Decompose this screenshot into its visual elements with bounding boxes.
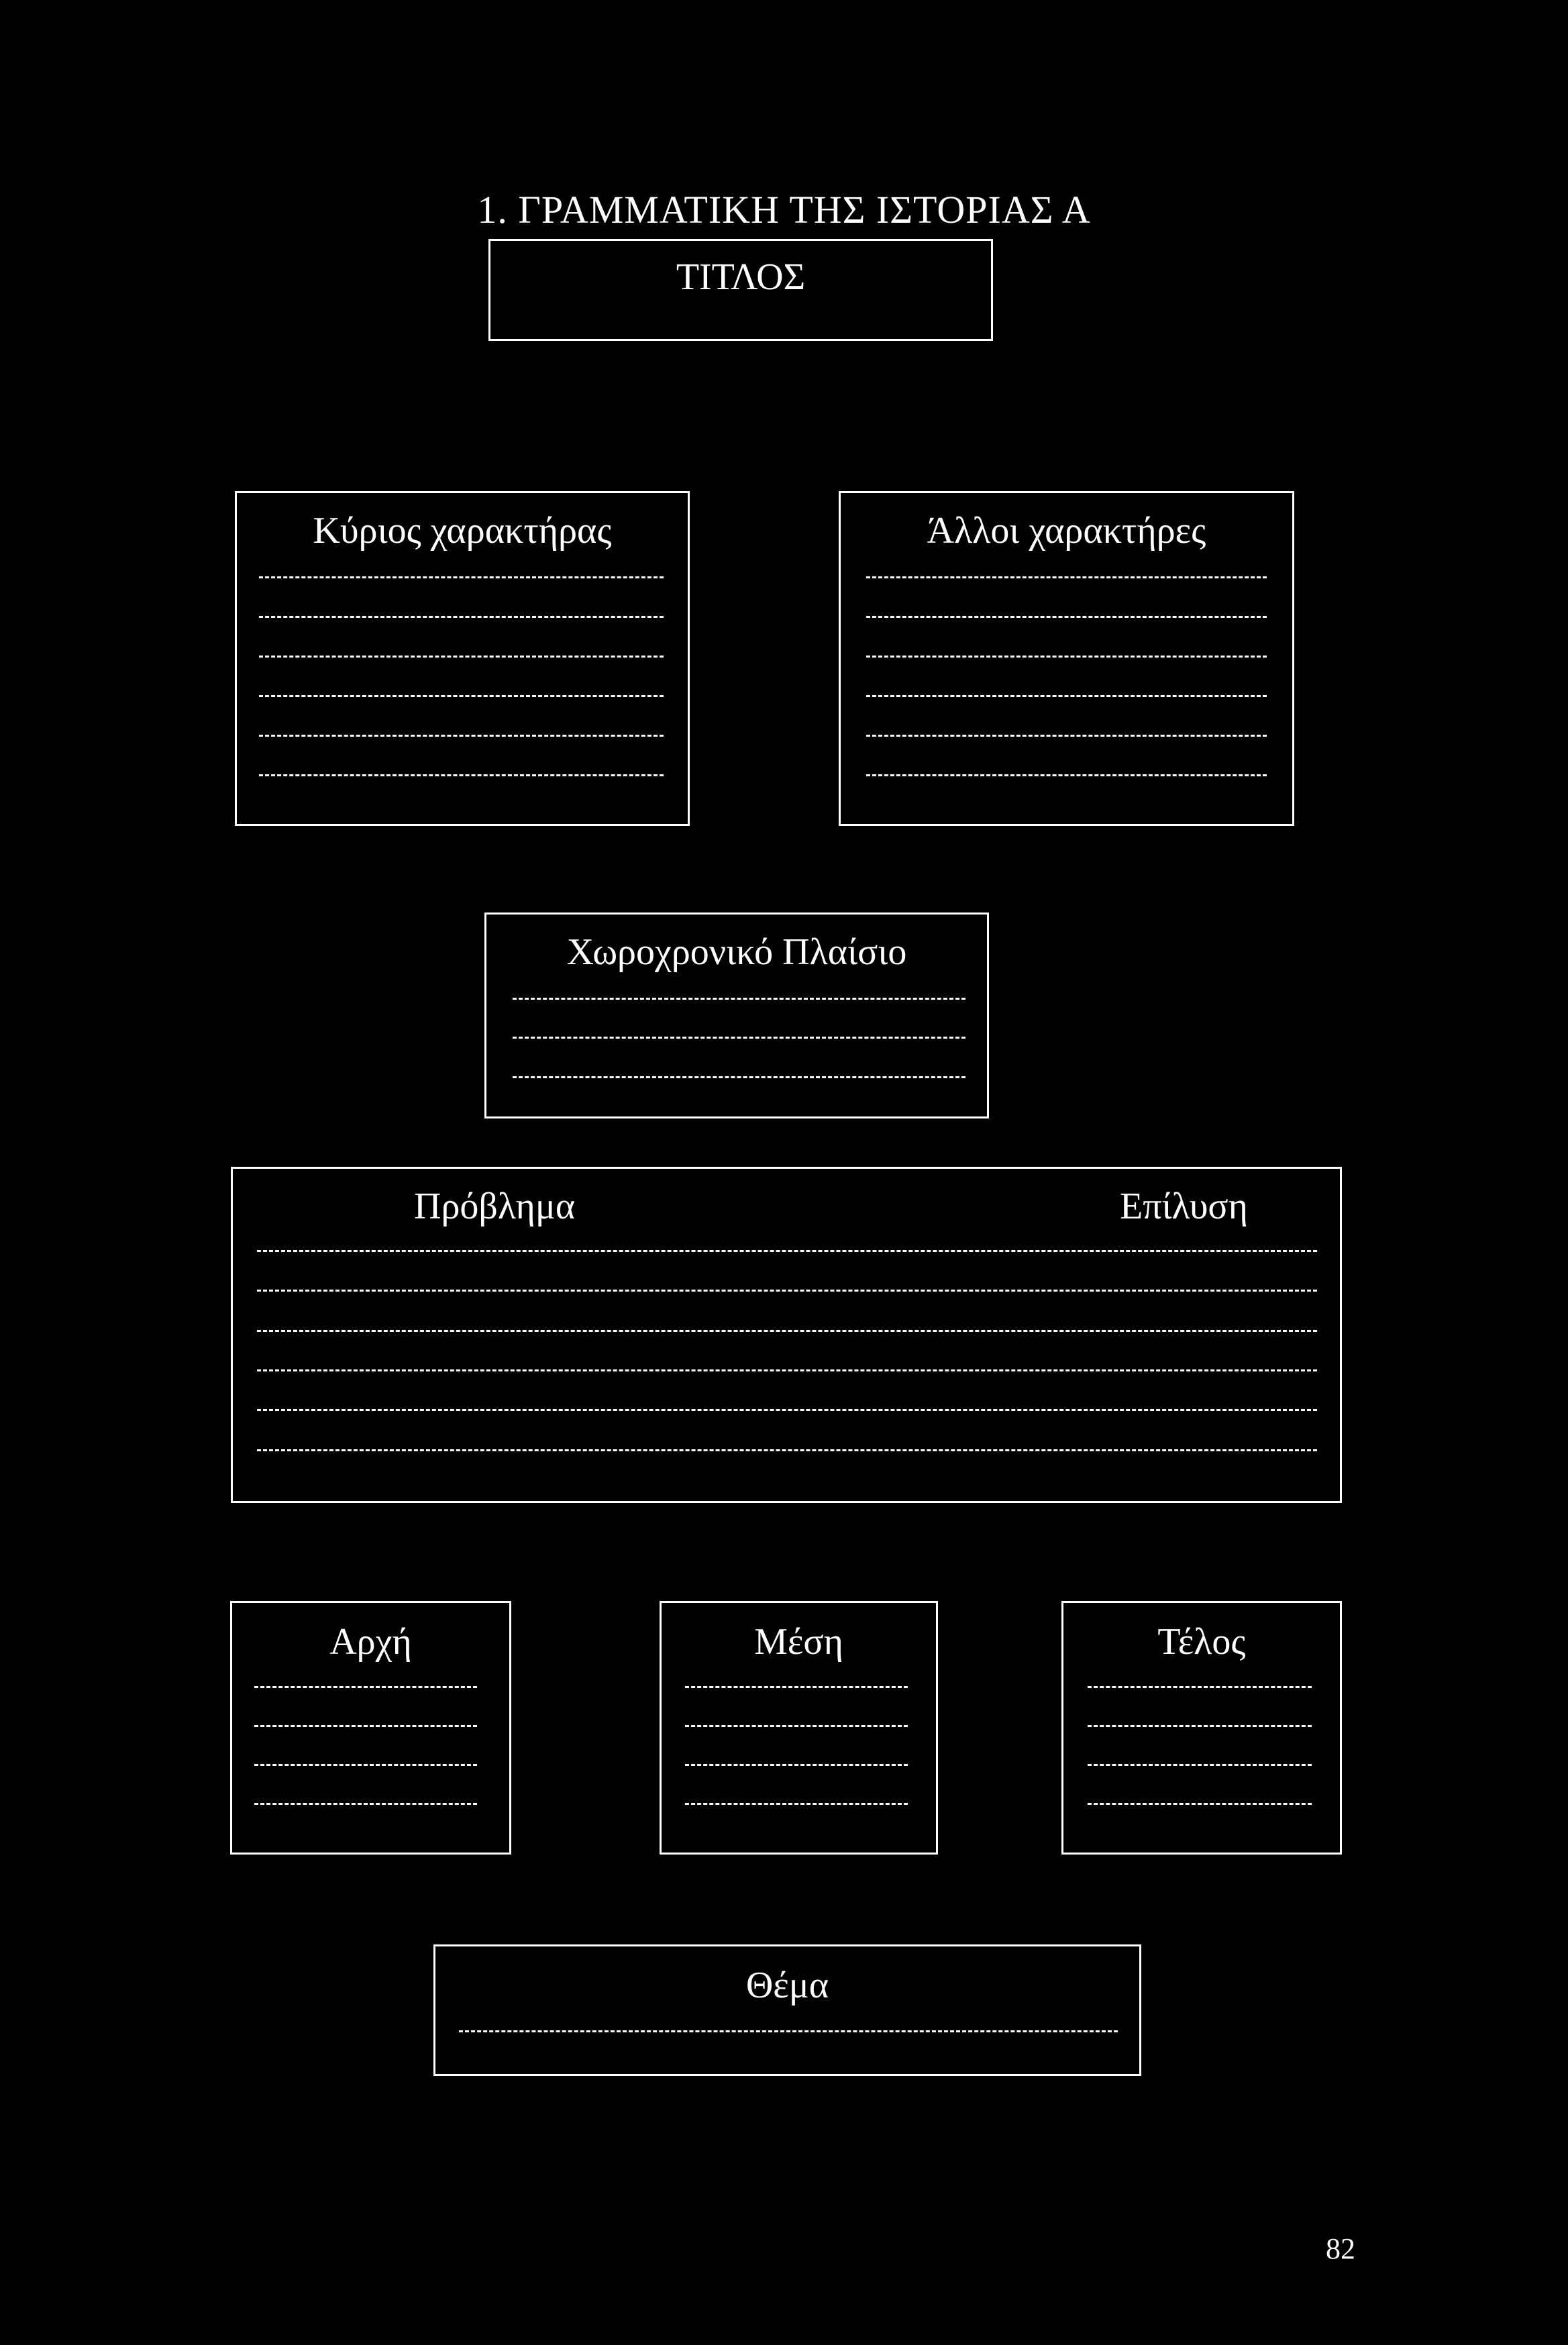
title-box-label: ΤΙΤΛΟΣ bbox=[676, 256, 806, 298]
answer-line bbox=[866, 695, 1267, 697]
end-label: Τέλος bbox=[1157, 1621, 1246, 1663]
answer-line bbox=[513, 1076, 965, 1078]
answer-line bbox=[866, 576, 1267, 578]
answer-line bbox=[254, 1764, 477, 1766]
answer-line bbox=[685, 1764, 908, 1766]
answer-line bbox=[1088, 1725, 1312, 1727]
answer-line bbox=[259, 774, 664, 776]
main-character-label: Κύριος χαρακτήρας bbox=[313, 510, 612, 552]
answer-line bbox=[259, 735, 664, 737]
answer-line bbox=[866, 774, 1267, 776]
answer-line bbox=[257, 1369, 1317, 1371]
other-characters-label: Άλλοι χαρακτήρες bbox=[927, 510, 1206, 552]
answer-line bbox=[259, 616, 664, 618]
beginning-label: Αρχή bbox=[329, 1621, 412, 1663]
answer-line bbox=[459, 2030, 1118, 2032]
main-character-box bbox=[235, 491, 690, 826]
answer-line bbox=[254, 1725, 477, 1727]
resolution-label: Επίλυση bbox=[1120, 1186, 1248, 1227]
answer-line bbox=[513, 1037, 965, 1039]
answer-line bbox=[257, 1330, 1317, 1332]
other-characters-box bbox=[839, 491, 1294, 826]
answer-line bbox=[866, 616, 1267, 618]
title-box bbox=[488, 239, 993, 341]
middle-label: Μέση bbox=[754, 1621, 843, 1663]
answer-line bbox=[257, 1409, 1317, 1411]
answer-line bbox=[685, 1725, 908, 1727]
setting-label: Χωροχρονικό Πλαίσιο bbox=[566, 931, 907, 973]
end-box bbox=[1061, 1601, 1342, 1855]
answer-line bbox=[259, 695, 664, 697]
answer-line bbox=[254, 1803, 477, 1805]
answer-line bbox=[259, 656, 664, 658]
theme-box bbox=[433, 1944, 1141, 2076]
middle-box bbox=[660, 1601, 938, 1855]
answer-line bbox=[254, 1686, 477, 1688]
theme-label: Θέμα bbox=[745, 1965, 829, 2006]
answer-line bbox=[513, 998, 965, 1000]
answer-line bbox=[1088, 1803, 1312, 1805]
answer-line bbox=[1088, 1686, 1312, 1688]
answer-line bbox=[257, 1290, 1317, 1292]
setting-box bbox=[484, 913, 989, 1118]
page-heading: 1. ΓΡΑΜΜΑΤΙΚΗ ΤΗΣ ΙΣΤΟΡΙΑΣ Α bbox=[477, 188, 1091, 231]
problem-label: Πρόβλημα bbox=[414, 1186, 576, 1227]
page-number: 82 bbox=[1326, 2232, 1355, 2265]
answer-line bbox=[866, 735, 1267, 737]
problem-resolution-box bbox=[231, 1167, 1342, 1503]
answer-line bbox=[1088, 1764, 1312, 1766]
answer-line bbox=[866, 656, 1267, 658]
answer-line bbox=[259, 576, 664, 578]
beginning-box bbox=[230, 1601, 511, 1855]
answer-line bbox=[257, 1250, 1317, 1252]
answer-line bbox=[685, 1686, 908, 1688]
answer-line bbox=[685, 1803, 908, 1805]
answer-line bbox=[257, 1449, 1317, 1451]
